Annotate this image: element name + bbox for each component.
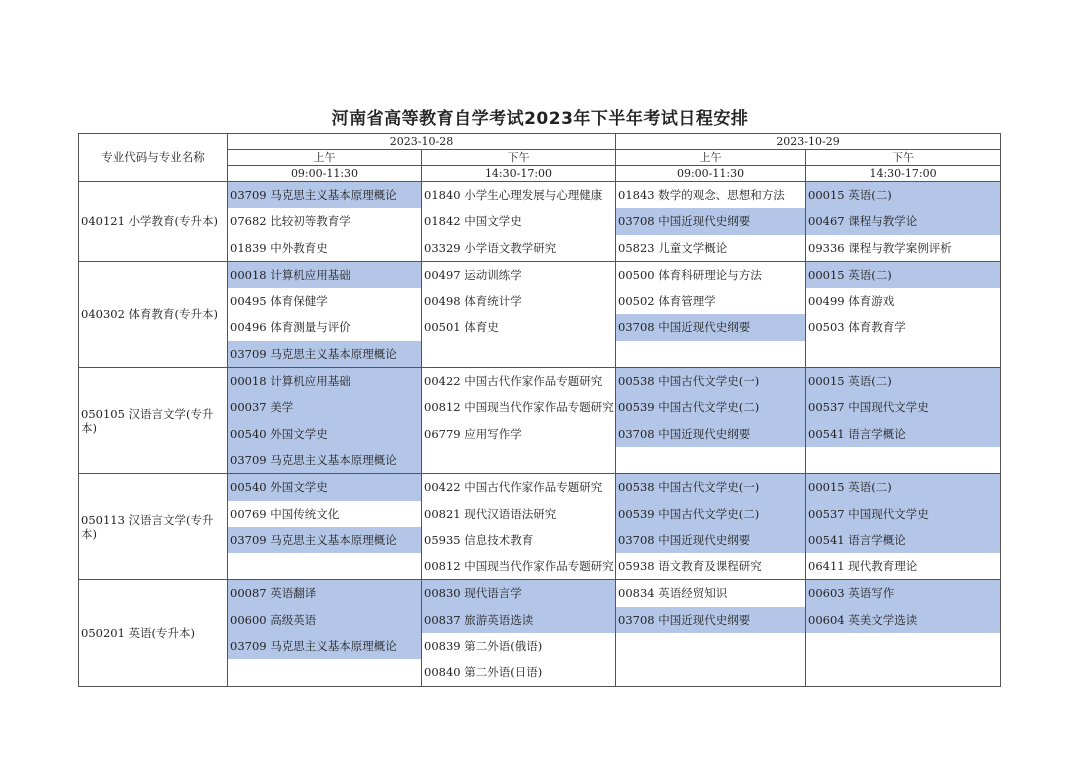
exam-slot-cell [806,261,1001,367]
exam-slot-cell [616,580,806,686]
course-entry: 03708 中国近现代史纲要 [616,421,805,447]
course-entry: 00495 体育保健学 [230,294,328,309]
course-entry: 00422 中国古代作家作品专题研究 [424,480,603,495]
course-entry: 00018 计算机应用基础 [228,368,421,394]
course-entry: 00538 中国古代文学史(一) [616,368,805,394]
course-entry: 03708 中国近现代史纲要 [616,314,805,340]
course-entry: 00840 第二外语(日语) [424,665,543,680]
exam-slot-cell [806,368,1001,474]
course-entry: 00812 中国现当代作家作品专题研究 [424,400,614,415]
course-entry: 00496 体育测量与评价 [230,320,351,335]
course-entry: 00541 语言学概论 [806,421,1000,447]
period-header: 下午 [806,150,1001,166]
course-entry: 03709 马克思主义基本原理概论 [228,527,421,553]
time-header: 09:00-11:30 [228,166,422,182]
course-entry: 03708 中国近现代史纲要 [616,607,805,633]
course-entry: 00538 中国古代文学史(一) [616,474,805,500]
course-entry: 01839 中外教育史 [230,240,328,255]
course-entry: 00018 计算机应用基础 [228,262,421,288]
major-column-header: 专业代码与专业名称 [79,134,228,182]
course-entry: 00834 英语经贸知识 [618,586,728,601]
course-entry: 00539 中国古代文学史(二) [616,501,805,527]
time-header: 14:30-17:00 [422,166,616,182]
date-header-day2: 2023-10-29 [616,134,1001,150]
exam-slot-cell [422,580,616,686]
schedule-row [79,261,1001,367]
course-entry: 03709 马克思主义基本原理概论 [228,633,421,659]
exam-schedule-table [78,133,1001,687]
period-header: 上午 [228,150,422,166]
course-entry: 00500 体育科研理论与方法 [618,267,762,282]
time-header: 09:00-11:30 [616,166,806,182]
date-header-day1: 2023-10-28 [228,134,616,150]
course-entry: 00037 美学 [228,394,421,420]
course-entry: 00769 中国传统文化 [230,506,340,521]
schedule-row [79,580,1001,686]
exam-slot-cell [228,368,422,474]
course-entry: 03709 马克思主义基本原理概论 [228,447,421,473]
course-entry: 00503 体育教育学 [808,320,906,335]
exam-slot-cell [616,182,806,262]
course-entry: 00821 现代汉语语法研究 [424,506,557,521]
course-entry: 05938 语文教育及课程研究 [618,559,762,574]
course-entry: 01842 中国文学史 [424,214,522,229]
exam-slot-cell [228,182,422,262]
course-entry: 01843 数学的观念、思想和方法 [618,188,785,202]
course-entry: 00501 体育史 [424,320,499,335]
course-entry: 00015 英语(二) [806,474,1000,500]
exam-slot-cell [422,368,616,474]
course-entry: 00499 体育游戏 [808,294,895,309]
course-entry: 00015 英语(二) [806,182,1000,208]
exam-slot-cell [806,474,1001,580]
course-entry: 00502 体育管理学 [618,294,716,309]
course-entry: 03708 中国近现代史纲要 [616,208,805,234]
course-entry: 00830 现代语言学 [422,580,615,606]
course-entry: 00539 中国古代文学史(二) [616,394,805,420]
exam-slot-cell [422,182,616,262]
exam-slot-cell [422,474,616,580]
course-entry: 00497 运动训练学 [424,267,522,282]
page-title: 河南省高等教育自学考试2023年下半年考试日程安排 [331,109,749,129]
course-entry: 01840 小学生心理发展与心理健康 [424,188,603,202]
major-name: 050113 汉语言文学(专升本) [79,474,228,580]
major-name: 040302 体育教育(专升本) [79,261,228,367]
course-entry: 00467 课程与教学论 [806,208,1000,234]
course-entry: 00537 中国现代文学史 [806,394,1000,420]
schedule-row [79,474,1001,580]
course-entry: 00540 外国文学史 [228,474,421,500]
course-entry: 05935 信息技术教育 [424,532,534,547]
course-entry: 00422 中国古代作家作品专题研究 [424,374,603,389]
course-entry: 00604 英美文学选读 [806,607,1000,633]
exam-slot-cell [422,261,616,367]
exam-slot-cell [228,261,422,367]
course-entry: 00837 旅游英语选读 [422,607,615,633]
course-entry: 06779 应用写作学 [424,426,522,441]
course-entry: 03709 马克思主义基本原理概论 [228,182,421,208]
course-entry: 03708 中国近现代史纲要 [616,527,805,553]
course-entry: 00015 英语(二) [806,368,1000,394]
course-entry: 00540 外国文学史 [228,421,421,447]
course-entry: 00812 中国现当代作家作品专题研究 [424,559,614,574]
time-header: 14:30-17:00 [806,166,1001,182]
course-entry: 00600 高级英语 [228,607,421,633]
course-entry: 05823 儿童文学概论 [618,240,728,255]
course-entry: 00498 体育统计学 [424,294,522,309]
schedule-row [79,182,1001,262]
period-header: 下午 [422,150,616,166]
course-entry: 07682 比较初等教育学 [230,214,351,229]
exam-slot-cell [616,368,806,474]
exam-slot-cell [228,474,422,580]
major-name: 040121 小学教育(专升本) [79,182,228,262]
major-name: 050105 汉语言文学(专升本) [79,368,228,474]
course-entry: 00015 英语(二) [806,262,1000,288]
exam-slot-cell [616,474,806,580]
course-entry: 03329 小学语文教学研究 [424,240,557,255]
course-entry: 09336 课程与教学案例评析 [808,240,952,255]
course-entry: 00839 第二外语(俄语) [424,639,543,654]
schedule-row [79,368,1001,474]
course-entry: 03709 马克思主义基本原理概论 [228,341,421,367]
exam-slot-cell [806,182,1001,262]
course-entry: 00537 中国现代文学史 [806,501,1000,527]
exam-slot-cell [616,261,806,367]
exam-slot-cell [228,580,422,686]
exam-slot-cell [806,580,1001,686]
major-name: 050201 英语(专升本) [79,580,228,686]
course-entry: 06411 现代教育理论 [808,559,918,574]
course-entry: 00541 语言学概论 [806,527,1000,553]
period-header: 上午 [616,150,806,166]
course-entry: 00603 英语写作 [806,580,1000,606]
course-entry: 00087 英语翻译 [228,580,421,606]
